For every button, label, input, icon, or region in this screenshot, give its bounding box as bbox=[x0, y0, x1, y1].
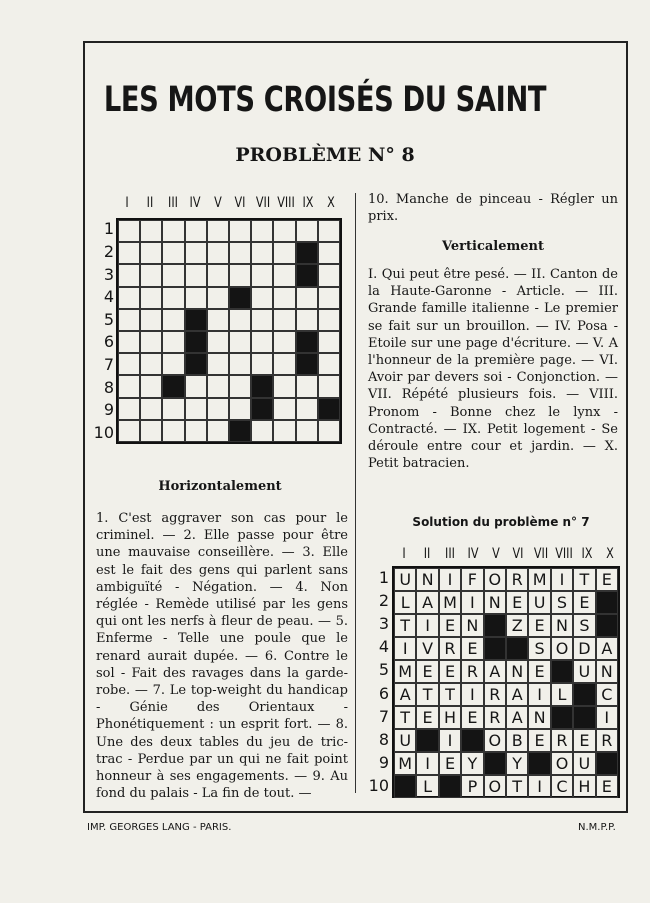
black-square bbox=[439, 775, 461, 798]
grid-cell bbox=[118, 220, 140, 242]
column-label: VII bbox=[534, 546, 549, 562]
grid-cell bbox=[251, 264, 273, 286]
grid-cell: H bbox=[573, 775, 595, 798]
grid-cell bbox=[296, 220, 318, 242]
solution-row-labels bbox=[363, 566, 389, 798]
column-label: VIII bbox=[555, 546, 573, 562]
column-label: X bbox=[326, 195, 335, 211]
grid-cell: I bbox=[439, 568, 461, 591]
grid-cell: L bbox=[416, 775, 438, 798]
grid-cell: E bbox=[596, 775, 618, 798]
grid-cell: I bbox=[461, 591, 483, 614]
grid-cell bbox=[273, 264, 295, 286]
grid-cell bbox=[229, 398, 251, 420]
problem-column-labels bbox=[116, 195, 342, 213]
problem-row-labels bbox=[88, 218, 114, 444]
black-square bbox=[296, 331, 318, 353]
grid-cell bbox=[318, 331, 340, 353]
grid-cell: O bbox=[484, 568, 506, 591]
black-square bbox=[229, 420, 251, 442]
grid-cell bbox=[273, 242, 295, 264]
column-divider bbox=[355, 193, 356, 793]
grid-cell: A bbox=[596, 637, 618, 660]
column-label: III bbox=[445, 546, 455, 562]
grid-cell bbox=[273, 420, 295, 442]
grid-cell bbox=[251, 309, 273, 331]
horizontal-heading: Horizontalement bbox=[158, 479, 282, 494]
black-square bbox=[296, 242, 318, 264]
column-label: IV bbox=[189, 195, 201, 211]
grid-cell bbox=[296, 287, 318, 309]
row-label: 2 bbox=[378, 590, 389, 610]
black-square bbox=[573, 706, 595, 729]
black-square bbox=[461, 729, 483, 752]
grid-cell: Z bbox=[506, 614, 528, 637]
vertical-heading: Verticalement bbox=[442, 239, 544, 254]
row-label: 1 bbox=[103, 219, 114, 239]
grid-cell bbox=[207, 264, 229, 286]
black-square bbox=[596, 591, 618, 614]
grid-cell bbox=[162, 220, 184, 242]
grid-cell bbox=[162, 331, 184, 353]
row-label: 1 bbox=[378, 567, 389, 587]
grid-cell: I bbox=[416, 614, 438, 637]
grid-cell bbox=[140, 287, 162, 309]
horizontal-clue-continued: 10. Manche de pinceau - Régler un prix. bbox=[368, 192, 618, 225]
black-square bbox=[296, 264, 318, 286]
grid-cell: O bbox=[484, 729, 506, 752]
grid-cell bbox=[185, 220, 207, 242]
grid-cell bbox=[185, 264, 207, 286]
grid-cell: T bbox=[573, 568, 595, 591]
column-label: V bbox=[213, 195, 222, 211]
grid-cell: C bbox=[596, 683, 618, 706]
row-label: 6 bbox=[378, 683, 389, 703]
black-square bbox=[596, 752, 618, 775]
solution-column-labels bbox=[393, 546, 619, 564]
grid-cell bbox=[185, 420, 207, 442]
column-label: II bbox=[423, 546, 431, 562]
row-label: 8 bbox=[378, 730, 389, 749]
black-square bbox=[484, 637, 506, 660]
black-square bbox=[596, 614, 618, 637]
grid-cell bbox=[296, 398, 318, 420]
grid-cell bbox=[229, 309, 251, 331]
black-square bbox=[551, 660, 573, 683]
grid-cell: N bbox=[528, 706, 550, 729]
grid-cell bbox=[318, 287, 340, 309]
grid-cell: I bbox=[439, 729, 461, 752]
black-square bbox=[573, 683, 595, 706]
grid-cell: S bbox=[551, 591, 573, 614]
grid-cell: M bbox=[439, 591, 461, 614]
grid-cell: T bbox=[416, 683, 438, 706]
column-label: I bbox=[402, 546, 407, 562]
solution-grid bbox=[392, 566, 620, 798]
grid-cell bbox=[229, 375, 251, 397]
column-label: IX bbox=[581, 546, 593, 562]
grid-cell: N bbox=[484, 591, 506, 614]
grid-cell: M bbox=[394, 752, 416, 775]
row-label: 6 bbox=[103, 332, 114, 352]
grid-cell: N bbox=[551, 614, 573, 637]
grid-cell: M bbox=[394, 660, 416, 683]
grid-cell: A bbox=[394, 683, 416, 706]
problem-grid bbox=[116, 218, 342, 444]
row-label: 4 bbox=[378, 637, 389, 657]
grid-cell: C bbox=[551, 775, 573, 798]
black-square bbox=[394, 775, 416, 798]
black-square bbox=[296, 353, 318, 375]
row-label: 9 bbox=[378, 753, 389, 773]
row-label: 10 bbox=[368, 776, 389, 796]
grid-cell: E bbox=[461, 637, 483, 660]
black-square bbox=[162, 375, 184, 397]
grid-cell bbox=[207, 331, 229, 353]
grid-cell: U bbox=[394, 568, 416, 591]
grid-cell bbox=[229, 331, 251, 353]
grid-cell bbox=[118, 309, 140, 331]
grid-cell bbox=[296, 420, 318, 442]
grid-cell bbox=[296, 375, 318, 397]
grid-cell bbox=[273, 220, 295, 242]
row-label: 3 bbox=[378, 614, 389, 633]
grid-cell: R bbox=[461, 660, 483, 683]
grid-cell bbox=[118, 375, 140, 397]
grid-cell bbox=[318, 220, 340, 242]
grid-cell bbox=[251, 331, 273, 353]
black-square bbox=[229, 287, 251, 309]
grid-cell: Y bbox=[506, 752, 528, 775]
grid-cell bbox=[162, 398, 184, 420]
grid-cell bbox=[296, 309, 318, 331]
grid-cell: B bbox=[506, 729, 528, 752]
page-title: LES MOTS CROISÉS DU SAINT bbox=[103, 80, 547, 120]
black-square bbox=[506, 637, 528, 660]
grid-cell bbox=[162, 353, 184, 375]
row-label: 2 bbox=[103, 241, 114, 261]
grid-cell bbox=[185, 242, 207, 264]
row-label: 10 bbox=[93, 422, 114, 442]
grid-cell: M bbox=[528, 568, 550, 591]
grid-cell bbox=[140, 353, 162, 375]
black-square bbox=[484, 752, 506, 775]
black-square bbox=[251, 375, 273, 397]
grid-cell: L bbox=[394, 591, 416, 614]
grid-cell: I bbox=[528, 775, 550, 798]
grid-cell: E bbox=[573, 729, 595, 752]
grid-cell: I bbox=[461, 683, 483, 706]
grid-cell: F bbox=[461, 568, 483, 591]
grid-cell bbox=[207, 242, 229, 264]
grid-cell bbox=[140, 264, 162, 286]
grid-cell: S bbox=[573, 614, 595, 637]
grid-cell bbox=[118, 420, 140, 442]
row-label: 8 bbox=[103, 377, 114, 397]
grid-cell: A bbox=[416, 591, 438, 614]
grid-cell: O bbox=[551, 637, 573, 660]
grid-cell bbox=[140, 220, 162, 242]
grid-cell bbox=[118, 353, 140, 375]
grid-cell bbox=[140, 309, 162, 331]
grid-cell bbox=[162, 309, 184, 331]
grid-cell: O bbox=[551, 752, 573, 775]
grid-cell bbox=[251, 420, 273, 442]
grid-cell bbox=[273, 398, 295, 420]
row-label: 7 bbox=[103, 354, 114, 374]
black-square bbox=[185, 331, 207, 353]
grid-cell: A bbox=[506, 706, 528, 729]
grid-cell: T bbox=[439, 683, 461, 706]
grid-cell bbox=[140, 420, 162, 442]
grid-cell bbox=[251, 287, 273, 309]
black-square bbox=[185, 309, 207, 331]
grid-cell: N bbox=[506, 660, 528, 683]
column-label: II bbox=[146, 195, 154, 211]
column-label: VIII bbox=[276, 195, 295, 211]
grid-cell: I bbox=[596, 706, 618, 729]
black-square bbox=[416, 729, 438, 752]
grid-cell bbox=[273, 309, 295, 331]
grid-cell bbox=[162, 242, 184, 264]
grid-cell: E bbox=[416, 660, 438, 683]
grid-cell: I bbox=[528, 683, 550, 706]
grid-cell: I bbox=[416, 752, 438, 775]
grid-cell bbox=[118, 398, 140, 420]
grid-cell bbox=[251, 220, 273, 242]
grid-cell: P bbox=[461, 775, 483, 798]
grid-cell bbox=[318, 264, 340, 286]
grid-cell: E bbox=[528, 729, 550, 752]
grid-cell: O bbox=[484, 775, 506, 798]
grid-cell bbox=[251, 242, 273, 264]
grid-cell: E bbox=[528, 614, 550, 637]
grid-cell: U bbox=[573, 752, 595, 775]
grid-cell: R bbox=[484, 683, 506, 706]
grid-cell bbox=[140, 375, 162, 397]
grid-cell: I bbox=[394, 637, 416, 660]
grid-cell: E bbox=[416, 706, 438, 729]
problem-title: PROBLÈME N° 8 bbox=[235, 144, 415, 166]
grid-cell: V bbox=[416, 637, 438, 660]
grid-cell: U bbox=[528, 591, 550, 614]
grid-cell bbox=[251, 353, 273, 375]
row-label: 9 bbox=[103, 400, 114, 420]
grid-cell: N bbox=[461, 614, 483, 637]
grid-cell bbox=[185, 398, 207, 420]
grid-cell bbox=[207, 309, 229, 331]
column-label: V bbox=[491, 546, 500, 562]
grid-cell: T bbox=[394, 614, 416, 637]
grid-cell bbox=[273, 287, 295, 309]
grid-cell bbox=[207, 220, 229, 242]
grid-cell: U bbox=[394, 729, 416, 752]
grid-cell bbox=[162, 420, 184, 442]
grid-cell bbox=[140, 331, 162, 353]
column-label: III bbox=[167, 195, 178, 211]
grid-cell: E bbox=[596, 568, 618, 591]
grid-cell: E bbox=[439, 660, 461, 683]
grid-cell: L bbox=[551, 683, 573, 706]
black-square bbox=[251, 398, 273, 420]
row-label: 5 bbox=[378, 660, 389, 680]
grid-cell bbox=[207, 353, 229, 375]
grid-cell: Y bbox=[461, 752, 483, 775]
grid-cell bbox=[229, 264, 251, 286]
row-label: 5 bbox=[103, 309, 114, 329]
column-label: IX bbox=[302, 195, 314, 211]
vertical-clues: I. Qui peut être pesé. — II. Canton de la Haute-Garonne - Article. — III. Grande famille italienne - Le premier se fait sur un brouillon. — IV. Posa - Etoile sur une page d'écriture. — V. A l'honneur de la première page. — VI. Avoir par devers soi - Conjonction. — VII. Répété plusieurs fois. — VIII. Pronom - Bonne chez le lynx - Contracté. — IX. Petit logement - Se déroule entre cour et jardin. — X. Petit batracien. bbox=[368, 267, 618, 472]
grid-cell bbox=[185, 375, 207, 397]
row-label: 7 bbox=[378, 706, 389, 726]
grid-cell bbox=[207, 420, 229, 442]
grid-cell bbox=[318, 309, 340, 331]
grid-cell: T bbox=[394, 706, 416, 729]
grid-cell: A bbox=[484, 660, 506, 683]
grid-cell: E bbox=[439, 614, 461, 637]
grid-cell bbox=[273, 375, 295, 397]
black-square bbox=[528, 752, 550, 775]
row-label: 4 bbox=[103, 287, 114, 307]
grid-cell: R bbox=[484, 706, 506, 729]
grid-cell: E bbox=[506, 591, 528, 614]
grid-cell: R bbox=[596, 729, 618, 752]
grid-cell: S bbox=[528, 637, 550, 660]
black-square bbox=[318, 398, 340, 420]
grid-cell bbox=[118, 242, 140, 264]
grid-cell bbox=[207, 398, 229, 420]
grid-cell bbox=[118, 264, 140, 286]
grid-cell bbox=[162, 264, 184, 286]
grid-cell bbox=[140, 242, 162, 264]
grid-cell bbox=[229, 242, 251, 264]
grid-cell: I bbox=[551, 568, 573, 591]
grid-cell bbox=[207, 287, 229, 309]
grid-cell: E bbox=[461, 706, 483, 729]
grid-cell: E bbox=[439, 752, 461, 775]
grid-cell bbox=[162, 287, 184, 309]
grid-cell bbox=[318, 242, 340, 264]
grid-cell: E bbox=[528, 660, 550, 683]
column-label: IV bbox=[467, 546, 479, 562]
grid-cell: D bbox=[573, 637, 595, 660]
grid-cell bbox=[273, 353, 295, 375]
grid-cell bbox=[318, 353, 340, 375]
column-label: I bbox=[125, 195, 129, 211]
black-square bbox=[185, 353, 207, 375]
black-square bbox=[551, 706, 573, 729]
grid-cell: A bbox=[506, 683, 528, 706]
column-label: VII bbox=[255, 195, 271, 211]
grid-cell: N bbox=[416, 568, 438, 591]
grid-cell bbox=[229, 220, 251, 242]
grid-cell: H bbox=[439, 706, 461, 729]
grid-cell bbox=[318, 420, 340, 442]
column-label: VI bbox=[234, 195, 246, 211]
grid-cell bbox=[118, 287, 140, 309]
grid-cell bbox=[273, 331, 295, 353]
column-label: VI bbox=[512, 546, 524, 562]
distributor-credit: N.M.P.P. bbox=[578, 822, 616, 833]
grid-cell: R bbox=[439, 637, 461, 660]
printer-credit: IMP. GEORGES LANG - PARIS. bbox=[87, 822, 232, 833]
solution-heading: Solution du problème n° 7 bbox=[412, 515, 590, 529]
black-square bbox=[484, 614, 506, 637]
row-label: 3 bbox=[103, 264, 114, 284]
grid-cell bbox=[140, 398, 162, 420]
grid-cell: T bbox=[506, 775, 528, 798]
grid-cell bbox=[185, 287, 207, 309]
grid-cell bbox=[207, 375, 229, 397]
grid-cell bbox=[118, 331, 140, 353]
grid-cell: R bbox=[551, 729, 573, 752]
grid-cell bbox=[229, 353, 251, 375]
grid-cell: N bbox=[596, 660, 618, 683]
grid-cell bbox=[318, 375, 340, 397]
grid-cell: E bbox=[573, 591, 595, 614]
grid-cell: U bbox=[573, 660, 595, 683]
horizontal-clues: 1. C'est aggraver son cas pour le criminel. — 2. Elle passe pour être une mauvaise conseillère. — 3. Elle est le fait des gens qui parlent sans ambiguïté - Négation. — 4. Non réglée - Remède utilisé par les gens qui ont les nerfs à fleur de peau. — 5. Enferme - Telle une poule que le renard aurait dupée. — 6. Contre le sol - Fait des ravages dans la garde-robe. — 7. Le top-weight du handicap - Génie des Orientaux - Phonétiquement : un esprit fort. — 8. Une des deux tables du jeu de tric-trac - Perdue par un qui ne fait point honneur à ses engagements. — 9. Au fond du palais - La fin de tout. — bbox=[96, 511, 348, 802]
grid-cell: R bbox=[506, 568, 528, 591]
column-label: X bbox=[605, 546, 614, 562]
